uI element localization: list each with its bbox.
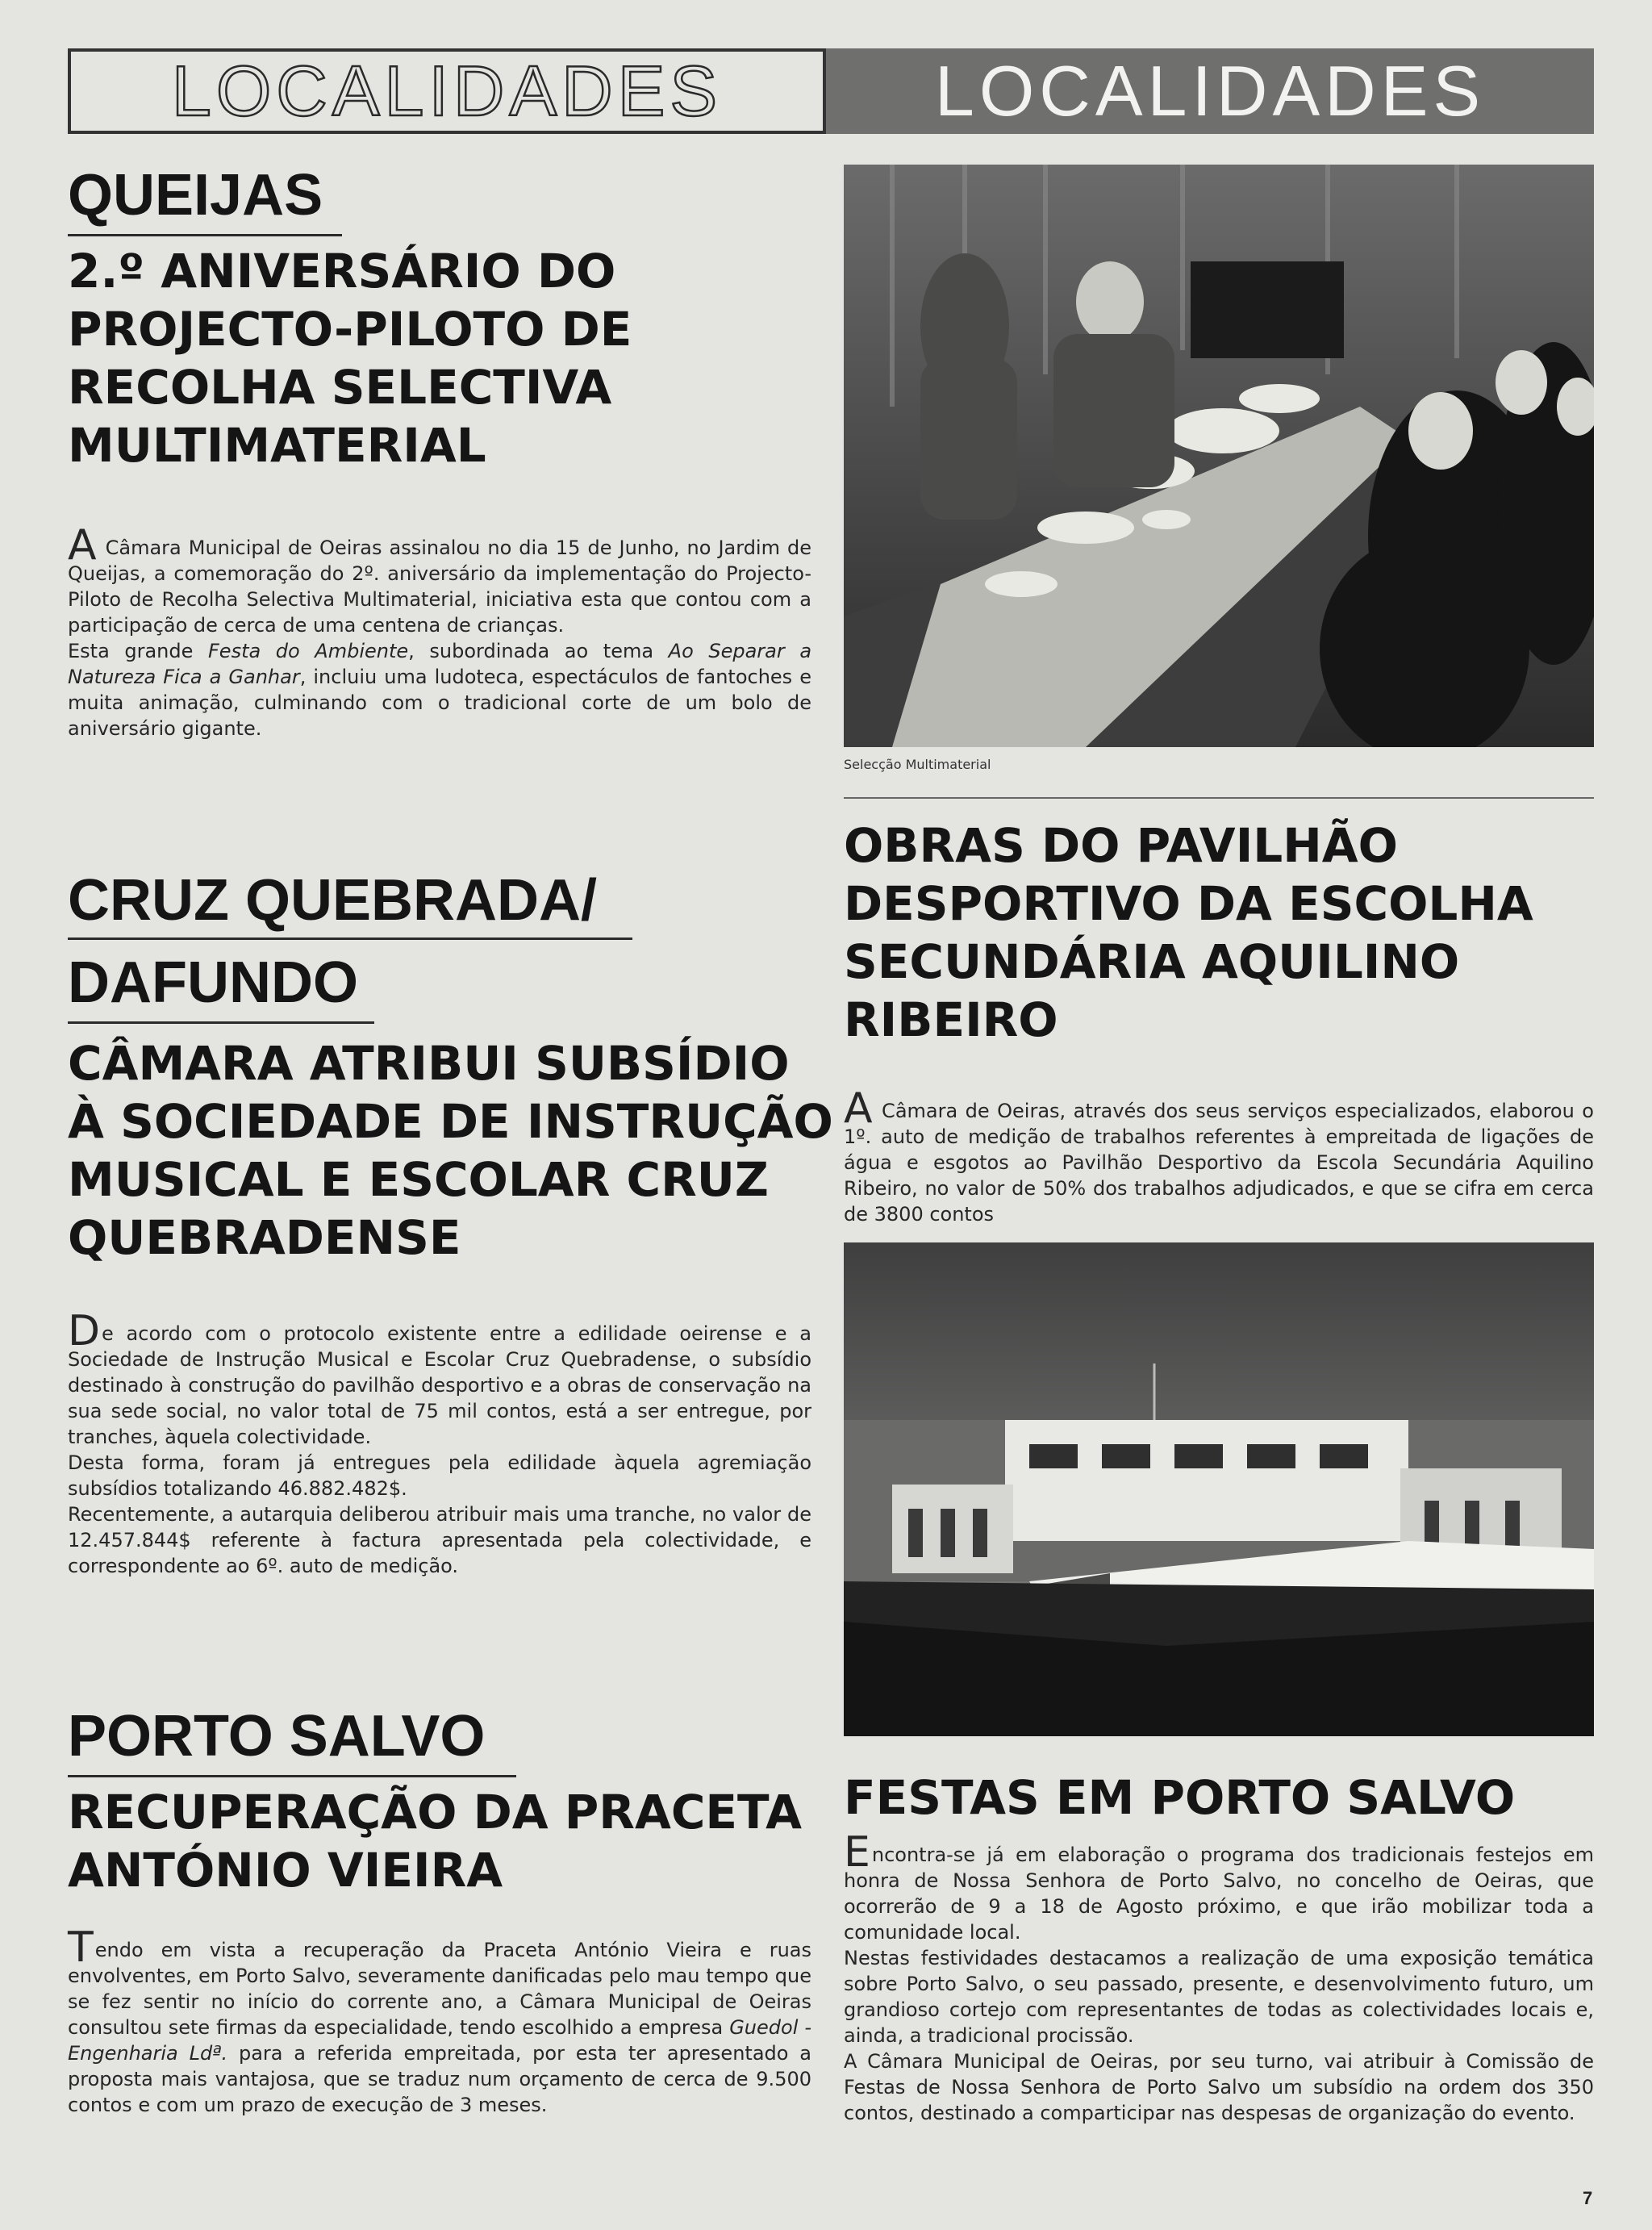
headline-line: ANTÓNIO VIEIRA [68,1843,503,1898]
article-body-cruz-quebrada [68,1307,811,1579]
headline-line: CÂMARA ATRIBUI SUBSÍDIO [68,1036,790,1091]
headline-line: 2.º ANIVERSÁRIO DO [68,244,616,299]
headline-line: OBRAS DO PAVILHÃO [844,818,1398,873]
paragraph-part: para a referida empreitada, por esta ter apresentado a proposta mais vantajosa, que se traduz num orçamento de cerca de 9.500 contos e com um prazo de execução de 3 meses. [68,2042,811,2116]
headline-cruz-quebrada [68,1034,833,1267]
paragraph: Recentemente, a autarquia deliberou atribuir mais uma tranche, no valor de 12.457.844$ referente à factura apresentada pela colectividade, e correspondente ao 6º. auto de medição. [68,1503,811,1577]
paragraph-part: , subordinada ao tema [408,640,669,662]
dropcap: A [68,521,97,570]
headline-line: RECOLHA SELECTIVA [68,360,612,415]
header-banner-left [68,48,826,134]
headline-line: DESPORTIVO DA ESCOLHA [844,876,1533,931]
paragraph: Nestas festividades destacamos a realização de uma exposição temática sobre Porto Salvo, o seu passado, presente, e desenvolvimento futuro, um grandioso cortejo com representantes de todas as colectividades locais e, ainda, a tradicional procissão. [844,1947,1594,2047]
article-body-queijas [68,521,812,741]
article-body-festas [844,1828,1594,2126]
photo-caption: Selecção Multimaterial [844,757,991,772]
paragraph: ncontra-se já em elaboração o programa dos tradicionais festejos em honra de Nossa Senhora de Porto Salvo, no concelho de Oeiras, que ocorrerão de 9 a 18 de Agosto próximo, e que irão mobilizar toda a comunidade local. [844,1844,1594,1944]
section-rule [68,1021,374,1024]
headline-line: SECUNDÁRIA AQUILINO [844,934,1460,989]
paragraph-part: endo em vista a recuperação da Praceta António Vieira e ruas envolventes, em Porto Salvo, severamente danificadas pelo mau tempo que se fez sentir no início do corrente ano, a Câmara Municipal de Oeiras consultou sete firmas da especialidade, tendo escolhido a empresa [68,1939,811,2039]
dropcap: A [844,1084,873,1133]
headline-obras-pavilhao [844,816,1533,1049]
header-title-solid: LOCALIDADES [934,51,1486,131]
paragraph-part: Esta grande [68,640,208,662]
headline-queijas [68,242,632,474]
company-name: Guedol - Engenharia Ldª. [68,2016,812,2065]
photo-multimaterial-selection [844,165,1594,747]
section-place-queijas: QUEIJAS [68,163,323,228]
dropcap: D [68,1307,101,1355]
paragraph: e acordo com o protocolo existente entre a edilidade oeirense e a Sociedade de Instrução Musical e Escolar Cruz Quebradense, o subsídio destinado à construção do pavilhão desportivo e a obras de conservação na sua sede social, no valor total de 75 mil contos, está a ser entregue, por tranches, àquela colectividade. [68,1322,811,1448]
headline-line: À SOCIEDADE DE INSTRUÇÃO [68,1094,833,1149]
article-body-obras [844,1084,1594,1227]
headline-line: RIBEIRO [844,992,1058,1047]
header-title-outline: LOCALIDADES [171,51,723,131]
header-banner-right [826,48,1594,134]
section-rule [68,234,342,236]
paragraph: Câmara de Oeiras, através dos seus serviços especializados, elaborou o 1º. auto de medição de trabalhos referentes à empreitada de ligações de água e esgotos ao Pavilhão Desportivo da Escola Secundária Aquilino Ribeiro, no valor de 50% dos trabalhos adjudicados, e que se cifra em cerca de 3800 contos [844,1100,1594,1226]
divider [844,797,1594,799]
section-place-cruz-quebrada: CRUZ QUEBRADA/ [68,868,597,933]
article-body-porto-salvo [68,1923,812,2118]
page-number: 7 [1583,2188,1593,2208]
photo-sports-pavilion [844,1242,1594,1736]
event-name: Festa do Ambiente [208,640,409,662]
event-theme: Ao Separar a Natureza Fica a Ganhar [68,640,812,688]
section-place-porto-salvo: PORTO SALVO [68,1704,486,1769]
headline-porto-salvo [68,1783,802,1899]
section-place-dafundo: DAFUNDO [68,950,358,1015]
headline-line: QUEBRADENSE [68,1210,461,1265]
paragraph: Câmara Municipal de Oeiras assinalou no dia 15 de Junho, no Jardim de Queijas, a comemoração do 2º. aniversário da implementação do Projecto-Piloto de Recolha Selectiva Multimaterial, iniciativa esta que contou com a participação de cerca de uma centena de crianças. [68,537,811,637]
section-rule [68,938,632,940]
paragraph: A Câmara Municipal de Oeiras, por seu turno, vai atribuir à Comissão de Festas de Nossa Senhora de Porto Salvo um subsídio na ordem dos 350 contos, destinado a comparticipar nas despesas de organização do evento. [844,2050,1594,2124]
headline-line: MULTIMATERIAL [68,418,486,473]
headline-line: PROJECTO-PILOTO DE [68,302,632,357]
headline-festas: FESTAS EM PORTO SALVO [844,1770,1516,1825]
headline-line: RECUPERAÇÃO DA PRACETA [68,1785,802,1840]
paragraph-part: , incluiu uma ludoteca, espectáculos de fantoches e muita animação, culminando com o tradicional corte de um bolo de aniversário gigante. [68,666,811,740]
dropcap: E [844,1828,870,1877]
section-rule [68,1775,516,1777]
dropcap: T [68,1923,94,1972]
paragraph: Desta forma, foram já entregues pela edilidade àquela agremiação subsídios totalizando 46.882.482$. [68,1451,811,1500]
headline-line: MUSICAL E ESCOLAR CRUZ [68,1152,769,1207]
